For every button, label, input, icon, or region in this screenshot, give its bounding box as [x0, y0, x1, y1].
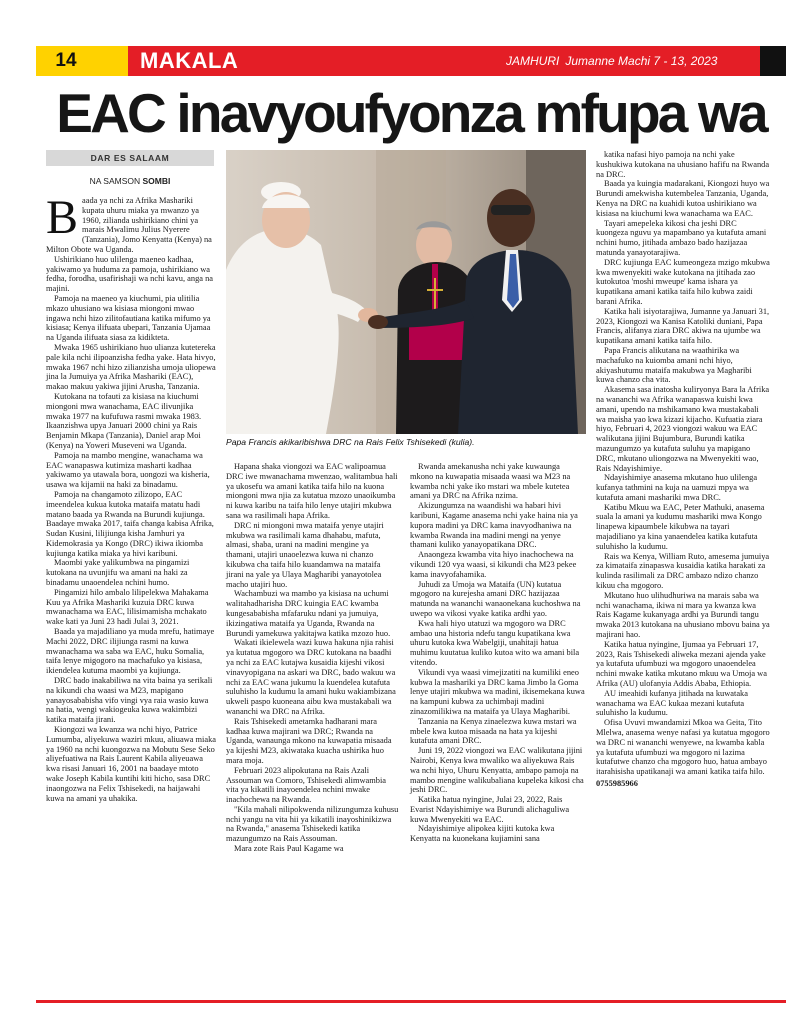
paragraph: Baada ya kuingia madarakani, Kiongozi huyo wa Burundi amekwisha kutembelea Tanzania, Uganda, Kenya na DRC na kuahidi kutoa ushirikiano wa kisiasa na kiuchumi kwa wanachama wa EAC. — [596, 179, 770, 218]
paragraph: Katibu Mkuu wa EAC, Peter Mathuki, anasema suala la amani ya kudumu mashariki mwa Kongo linapewa kipaumbele kikubwa na tayari majadiliano ya kina yanaendelea katika kutafuta suluhisho la kudumu. — [596, 502, 765, 551]
headline: EAC inavyoufyonza mfupa wa — [56, 82, 766, 144]
byline-name: SOMBI — [142, 176, 171, 186]
paragraph: Kutokana na tofauti za kisiasa na kiuchumi miongoni mwa wanachama, EAC ilivunjika mwaka 1977 na kufufuwa rasmi mwaka 1983. Ikaanzishwa upya Januari 2000 chini ya Rais Benjamin Mkapa (Tanzania), Daniel arap Moi (Kenya) na Yoweri Museveni wa Uganda. — [46, 391, 202, 450]
photo-caption: Papa Francis akikaribishwa DRC na Rais Felix Tshisekedi (kulia). — [226, 437, 475, 447]
paragraph: Juhudi za Umoja wa Mataifa (UN) kutatua mgogoro na kurejesha amani DRC hazijazaa matunda na wananchi wanaonekana kuchoshwa na uwepo wa vikosi vyake katika ardhi yao. — [410, 579, 581, 618]
page-number: 14 — [55, 50, 77, 71]
paragraph: Rwanda amekanusha nchi yake kuwaunga mkono na kuwapatia misaada waasi wa M23 na kwamba nchi yake iko mstari wa mbele kutetea amani ya DRC na Afrika nzima. — [410, 462, 571, 501]
byline-prefix: NA SAMSON — [89, 176, 143, 186]
header-corner-block — [760, 46, 786, 76]
column-2 — [226, 462, 399, 854]
article-photo — [226, 150, 586, 434]
paragraph: Pamoja na mambo mengine, wanachama wa EAC wanapaswa kutimiza masharti kadhaa yakiwamo ya utawala bora, uongozi wa kisheria, usawa wa kijamii na haki za binadamu. — [46, 450, 210, 490]
photo-illustration — [226, 150, 586, 434]
paragraph: Rais wa Kenya, William Ruto, amesema jumuiya za kimataifa zinapaswa kusaidia katika harakati za kulinda rasilimali za DRC ambazo ndizo chanzo kikuu cha mgogoro. — [596, 551, 770, 591]
paragraph: Baada ya majadiliano ya muda mrefu, hatimaye Machi 2022, DRC ilijiunga rasmi na kuwa mwanachama wa saba wa EAC, huku Somalia, taifa lenye migogoro na machafuko ya kisiasa, ikiendelea kutuma maombi ya kujiunga. — [46, 627, 215, 676]
paragraph: Wachambuzi wa mambo ya kisiasa na uchumi walitahadharisha DRC kuingia EAC kwamba kungesababisha mfafaruku ndani ya jumuiya, ikizingatiwa mataifa ya Uganda, Rwanda na Burundi yamekuwa yakitajwa katika mzozo huo. — [226, 589, 391, 638]
paragraph: Katika hatua nyingine, Ijumaa ya Februari 17, 2023, Rais Tshisekedi aliweka mezani ajenda yake ya kutafuta ufumbuzi wa mgogoro unaoendelea nchini mwake katika mkutano mkuu wa Umoja wa Afrika (AU) ulofanyia Addis Ababa, Ethiopia. — [596, 639, 767, 689]
paragraph: Ushirikiano huo ulilenga maeneo kadhaa, yakiwamo ya huduma za pamoja, ushirikiano wa fedha, forodha, usafirishaji wa nchi kavu, anga na majini. — [46, 254, 213, 294]
paragraph: Kwa hali hiyo utatuzi wa mgogoro wa DRC ambao una historia ndefu tangu kupatikana kwa uhuru kutoka kwa Wabelgiji, unahitaji hatua muhimu kuutatua kuliko kutoa wito wa amani bila vitendo. — [410, 618, 580, 667]
page-number-box — [36, 46, 128, 76]
author-phone: 0755985966 — [596, 779, 638, 788]
paragraph: AU imeahidi kufanya jitihada na kuwataka wanachama wa EAC kukaa mezani kutafuta suluhisho la kudumu. — [596, 688, 748, 718]
paragraph: Tayari amepeleka kikosi cha jeshi DRC kuongeza nguvu ya mapambano ya kutafuta amani nchini humo, jitihada ambazo bado hazijazaa matunda yanayotarajiwa. — [596, 218, 767, 257]
bottom-rule — [36, 1000, 786, 1003]
paragraph: Pamoja na changamoto zilizopo, EAC imeendelea kukua kutoka mataifa matatu hadi matano baada ya Rwanda na Burundi kujiunga. Baadaye mwaka 2017, taifa changa kabisa Afrika, Sudan Kusini, lilijiunga kisha Jamhuri ya Kidemokrasia ya Kongo (DRC) ikiwa ikiomba kujiunga katika miaka ya hivi karibuni. — [46, 489, 214, 558]
paragraph: Tanzania na Kenya zinaelezwa kuwa mstari wa mbele kwa kutoa misaada na hata ya kijeshi kutafuta amani DRC. — [410, 716, 577, 746]
byline — [46, 176, 214, 186]
issue-dateline — [506, 46, 717, 76]
paragraph: aada ya nchi za Afrika Mashariki kupata uhuru miaka ya mwanzo ya 1960, zilianda ushirikiano chini ya marais Mwalimu Julius Nyerere (Tanzania), Jomo Kenyatta (Kenya) na Milton Obote wa Uganda. — [46, 196, 212, 254]
column-4 — [596, 150, 770, 789]
paragraph: Pamoja na maeneo ya kiuchumi, pia ulitilia mkazo uhusiano wa kisiasa miongoni mwao ingawa nchi hizo zilitofautiana katika mifumo ya kisiasa; Kenya ilifuata ubepari, Tanzania Ujamaa na Uganda ilifuata siasa za kidikteta. — [46, 293, 211, 343]
paragraph: katika nafasi hiyo pamoja na nchi yake kushukiwa kutokana na uhusiano hafifu na Rwanda na DRC. — [596, 150, 770, 179]
paragraph: Hapana shaka viongozi wa EAC walipoamua DRC iwe mwanachama mwenzao, walitambua hali ya ukosefu wa amani katika taifa hilo na kuona miongoni mwa njia za kutatua mzozo unaoikumba ni kuwa karibu na taifa hilo lenye utajiri mkubwa sana wa rasilimali hapa Afrika. — [226, 462, 398, 520]
paragraph: Pingamizi hilo ambalo lilipelekwa Mahakama Kuu ya Afrika Mashariki kuzuia DRC kuwa mwanachama wa EAC, lilisimamisha mchakato wake kati ya Juni 23 hadi Julai 3, 2021. — [46, 587, 209, 627]
paragraph: Akasema sasa inatosha kuliryonya Bara la Afrika na wananchi wa Afrika wanapaswa kuishi kwa amani, upendo na mshikamano kwa mustakabali wa maisha yao kwa kizazi kijacho. Kufuatia ziara hiyo, Februari 4, 2023 viongozi wakuu wa EAC walikutana jijini Bujumbura, Burundi katika mazungumzo ya kutafuta suluhu ya mapigano DRC, mkutano uliongozwa na Mwenyekiti wao, Rais Ndayishimiye. — [596, 385, 770, 473]
paragraph: Katika hali isiyotarajiwa, Jumanne ya Januari 31, 2023, Kiongozi wa Kanisa Katoliki duniani, Papa Francis, alifanya ziara DRC akiwa na ujumbe wa kupatikana amani katika taifa hilo. — [596, 306, 770, 346]
paragraph: Maombi yake yalikumbwa na pingamizi kutokana na uvunjifu wa amani na haki za binadamu unaoendelea nchini humo. — [46, 558, 190, 588]
paragraph: Papa Francis alikutana na waathirika wa machafuko na kuiomba amani nchi hiyo, akiyashutumu mataifa makubwa ya Magharibi kuwa chanzo cha vita. — [596, 345, 752, 385]
column-3 — [410, 462, 585, 844]
paragraph: DRC ni miongoni mwa mataifa yenye utajiri mkubwa wa rasilimali kama dhahabu, mafuta, almasi, shaba, urani na madini mengine ya thamani, utajiri unaoelezwa kuwa ni chanzo kikubwa cha taifa hilo kuandamwa na mataifa jirani na yale ya Ulaya Magharibi yanayotolea macho utajiri huo. — [226, 520, 384, 589]
drop-cap: B — [46, 191, 79, 244]
paragraph: Wakati ikielewela wazi kuwa hakuna njia rahisi ya kutatua mgogoro wa DRC kutokana na baadhi ya nchi za EAC kutajwa kusaidia kijeshi vikosi vinavyopigana na askari wa DRC, bado wakuu wa nchi za EAC wana jukumu la kuendelea kutafuta suluhisho la kudumu la amani huku wakiambizana ukweli paspo kuoneana aibu kwa mustakabali wa wananchi wa DRC na Afrika. — [226, 638, 396, 716]
publication-name: JAMHURI — [506, 54, 560, 68]
paragraph: Juni 19, 2022 viongozi wa EAC walikutana jijini Nairobi, Kenya kwa mwaliko wa aliyekuwa Rais wa nchi hiyo, Uhuru Kenyatta, ambapo pamoja na mambo mengine walikubaliana kupeleka kikosi cha jeshi DRC. — [410, 746, 584, 795]
paragraph: Rais Tshisekedi ametamka hadharani mara kadhaa kuwa majirani wa DRC; Rwanda na Uganda, wanaunga mkono na kuwapatia misaada ya kijeshi M23, akiwataka kuacha ushirika huo mara moja. — [226, 716, 392, 765]
paragraph: Ndayishimiye anasema mkutano huo ulilenga kufanya tathmini na kuja na uamuzi mpya wa kutafuta amani mashariki mwa DRC. — [596, 473, 758, 502]
paragraph: Mwaka 1965 ushirikiano huo ulianza kutetereka pale kila nchi ilipoanzisha fedha yake. Hata hivyo, mwaka 1967 nchi hizo zilianzisha umoja uliopewa jina la Jumuiya ya Afrika Mashariki (EAC), makao makuu yakiwa jijini Arusha, Tanzania. — [46, 342, 216, 392]
paragraph: Ndayishimiye alipokea kijiti kutoka kwa Kenyatta na kuonekana kujiamini sana — [410, 824, 555, 844]
column-1 — [46, 191, 217, 803]
issue-date: Jumanne Machi 7 - 13, 2023 — [565, 54, 718, 68]
paragraph: Mara zote Rais Paul Kagame wa — [234, 844, 344, 854]
paragraph: Ofisa Uvuvi mwandamizi Mkoa wa Geita, Tito Mlelwa, anasema wenye nafasi ya kutatua mgogoro wa DRC ni wananchi wenyewe, na kwamba kabla ya kutafuta ufumbuzi wa mgogoro ni lazima kutafutwe chanzo cha mgogoro huo, hatua ambayo itarahisisha upatikanaji wa amani katika taifa hilo. — [596, 718, 770, 777]
paragraph: Vikundi vya waasi vimejizatiti na kumiliki eneo kubwa la mashariki ya DRC kama Jimbo la Goma lenye utajiri mkubwa wa madini, ikisemekana kuwa na kampuni kubwa za uchimbaji madini zinazomilikiwa na mataifa ya Ulaya Magharibi. — [410, 667, 585, 716]
paragraph: Katika hatua nyingine, Julai 23, 2022, Rais Evarist Ndayishimiye wa Burundi alichaguliwa kuwa Mwenyekiti wa EAC. — [410, 795, 570, 824]
place-tag: DAR ES SALAAM — [46, 150, 214, 166]
paragraph: Mkutano huo ulihudhuriwa na marais saba wa nchi wanachama, ikiwa ni mara ya kwanza kwa Rais Kagame kukanyaga ardhi ya Burundi tangu mwaka 2013 kutokana na uhusiano mbovu baina ya majirani hao. — [596, 590, 770, 640]
paragraph: DRC kujiunga EAC kumeongeza mzigo mkubwa kwa mwenyekiti wake kutokana na jitihada zao kutokutoa 'moshi mweupe' kama ishara ya kupatikana amani katika taifa hilo kubwa zaidi barani Afrika. — [596, 257, 770, 306]
paragraph: DRC bado inakabiliwa na vita baina ya serikali na kikundi cha waasi wa M23, mapigano yanayosababisha vifo vingi vya raia wasio kuwa na hatia, wengi wakiogeuka kuwa wakimbizi katika mataifa jirani. — [46, 676, 213, 725]
paragraph: Anaongeza kwamba vita hiyo inachochewa na vikundi 120 vya waasi, si kikundi cha M23 pekee kama inavyofahamika. — [410, 550, 577, 579]
paragraph: Februari 2023 alipokutana na Rais Azali Assouman wa Comoro, Tshisekedi alimwambia vita ya kikatili inayoendelea nchini mwake inachochewa na Rwanda. — [226, 765, 386, 805]
paragraph: Kiongozi wa kwanza wa nchi hiyo, Patrice Lumumba, aliyekuwa waziri mkuu, aliuawa miaka ya 1960 na nchi kuongozwa na Mobutu Sese Seko aliyefuatiwa na Rais Laurent Kabila aliyeuawa kwa risasi Januari 16, 2001 na baadaye mtoto wake Joseph Kabila kuntihi kiti hicho, sasa DRC inaongozwa na Felix Tshisekedi, na haijawahi kuwa na amani ya uhakika. — [46, 725, 217, 803]
paragraph: "Kila mahali nilipokwenda nilizungumza kuhusu nchi yangu na vita hii ya kikatili inayoshinikizwa na Rwanda," anasema Tshisekedi katika mazungumzo na Rais Assouman. — [226, 804, 399, 844]
section-label: MAKALA — [140, 48, 239, 73]
paragraph: Akizungumza na waandishi wa habari hivi karibuni, Kagame anasema nchi yake haina nia ya kupora madini ya DRC kama inavyodhaniwa na kwamba Rwanda ina madini mengi na yenye thamani kuliko yanayopatikana DRC. — [410, 501, 578, 550]
